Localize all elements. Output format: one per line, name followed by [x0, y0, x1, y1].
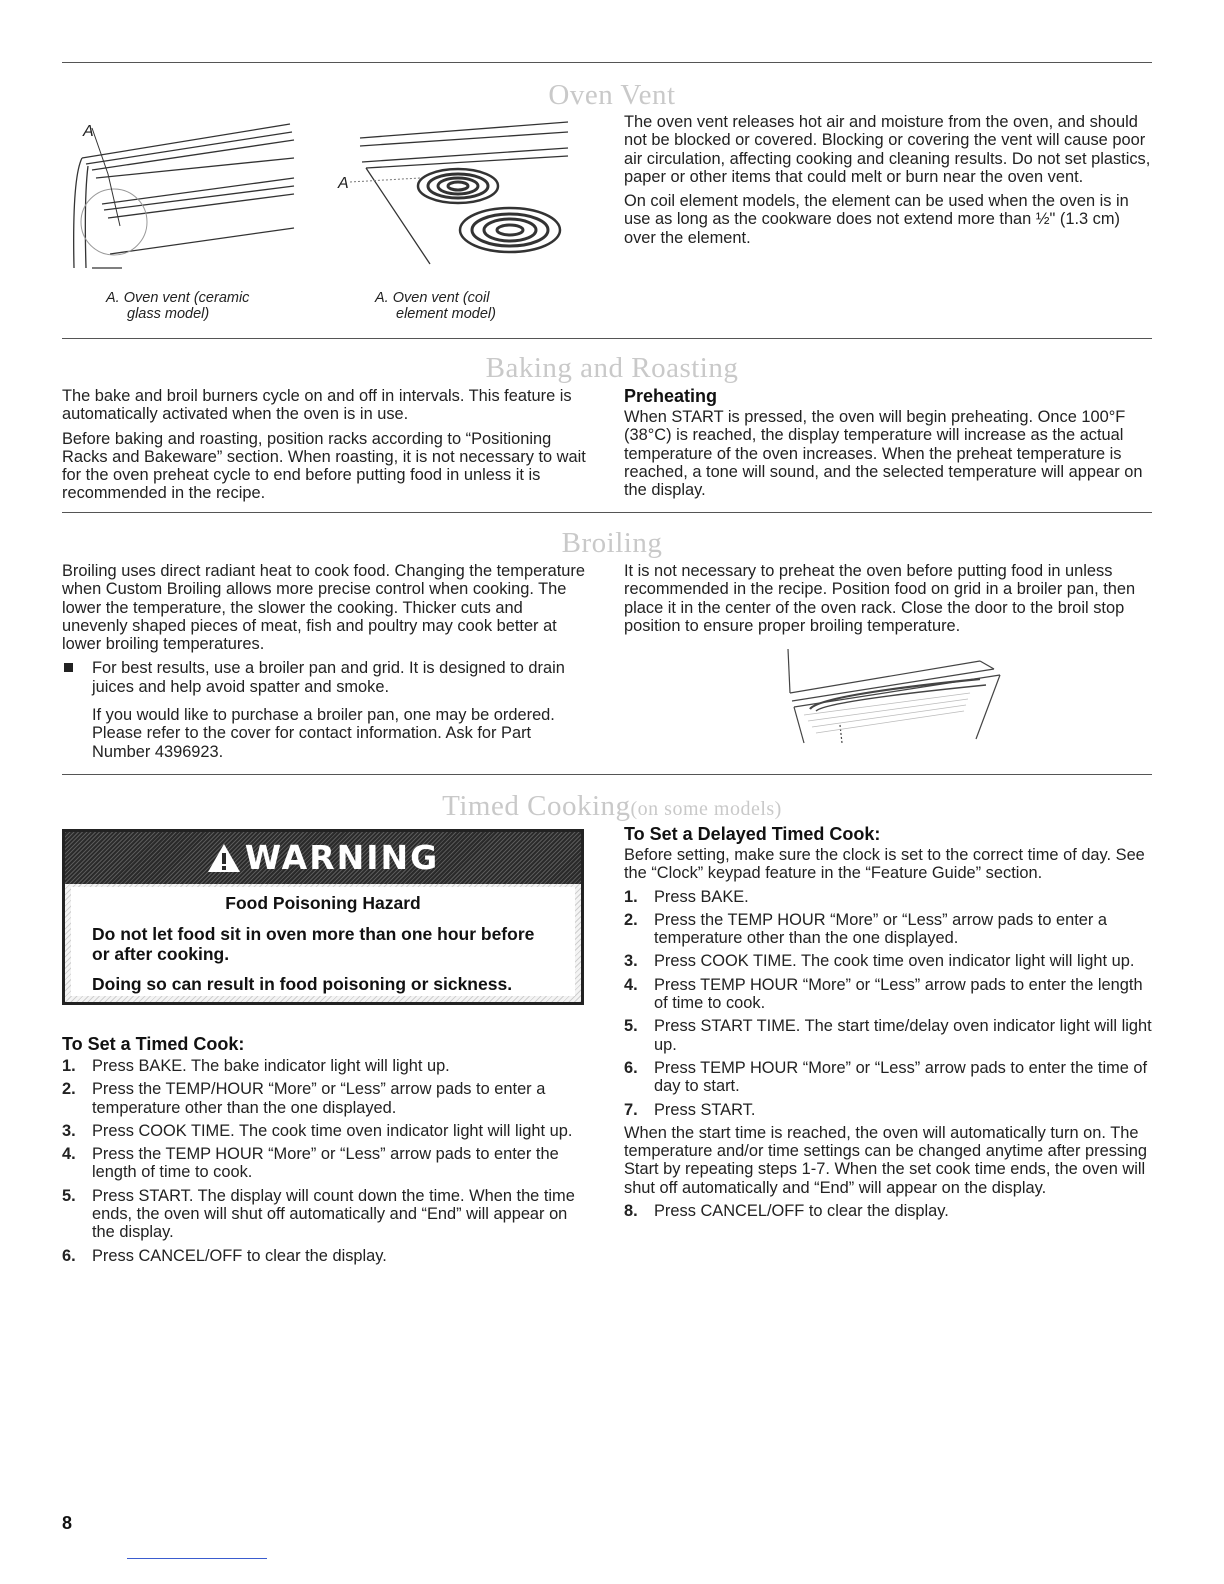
broiling-bullet-followup: If you would like to purchase a broiler pan, one may be ordered. Please refer to the cover for contact information. Ask for Part Number 4396923.	[92, 706, 555, 761]
figure1-caption-line2: glass model)	[127, 306, 210, 322]
step-text: Press START. The display will count down the time. When the time ends, the oven will shut off automatically and “End” will appear on the display.	[92, 1186, 575, 1242]
step-text: Press CANCEL/OFF to clear the display.	[654, 1202, 949, 1221]
step-text: Press BAKE. The bake indicator light will light up.	[92, 1057, 450, 1075]
step-text: Press START.	[654, 1100, 756, 1119]
delayed-cook-steps	[624, 888, 1152, 1119]
list-item	[624, 1202, 1152, 1220]
oven-vent-title: Oven Vent	[548, 79, 676, 111]
preheating-text: When START is pressed, the oven will begin preheating. Once 100°F (38°C) is reached, the display temperature will increase as the actual temperature of the oven increases. When the preheat temperature is reached, a tone will sound, and the selected temperature will appear on the display.	[624, 408, 1143, 500]
warning-word: WARNING	[244, 838, 440, 877]
list-item	[62, 1145, 588, 1182]
broiling-title: Broiling	[561, 527, 663, 559]
timed-cooking-title	[0, 790, 1224, 825]
step-number: 6.	[624, 1058, 638, 1077]
figure1-caption-line1: A. Oven vent (ceramic	[106, 290, 250, 306]
step-text: Press TEMP HOUR “More” or “Less” arrow pads to enter the time of day to start.	[654, 1058, 1148, 1096]
step-text: Press BAKE.	[654, 887, 749, 906]
step-number: 3.	[62, 1121, 76, 1140]
footer-link-underline	[127, 1558, 267, 1559]
timed-cook-steps	[62, 1057, 588, 1265]
coil-vent-illustration	[340, 118, 580, 268]
step-text: Press START TIME. The start time/delay oven indicator light will light up.	[654, 1017, 1152, 1054]
warning-header	[65, 832, 581, 884]
step-number: 2.	[624, 910, 638, 929]
broiling-bullet	[62, 659, 590, 766]
warning-box	[62, 829, 584, 1005]
step-number: 4.	[624, 975, 638, 994]
baking-left-text	[62, 387, 592, 509]
step-number: 6.	[62, 1246, 76, 1265]
bullet-square-icon	[62, 659, 92, 766]
warning-line-1: Do not let food sit in oven more than one hour before or after cooking.	[92, 924, 535, 964]
step-text: Press TEMP HOUR “More” or “Less” arrow pads to enter the length of time to cook.	[654, 975, 1143, 1013]
step-number: 7.	[624, 1100, 638, 1119]
step-number: 2.	[62, 1080, 76, 1099]
step-text: Press the TEMP HOUR “More” or “Less” arrow pads to enter a temperature other than the one displayed.	[654, 910, 1108, 948]
step-text: Press CANCEL/OFF to clear the display.	[92, 1246, 387, 1265]
baking-paragraph-2: Before baking and roasting, position racks according to “Positioning Racks and Bakeware” section. When roasting, it is not necessary to wait for the oven preheat cycle to end before putting food in unless it is recommended in the recipe.	[62, 429, 586, 503]
baking-title: Baking and Roasting	[485, 352, 739, 384]
warning-body	[71, 887, 575, 996]
timed-cooking-title-suffix: (on some models)	[630, 798, 782, 820]
top-rule	[62, 62, 1152, 63]
warning-hazard: Food Poisoning Hazard	[225, 893, 421, 913]
ceramic-vent-illustration	[62, 118, 302, 276]
figure1-caption	[106, 290, 249, 322]
figure1-label: A	[83, 123, 94, 140]
list-item	[62, 1247, 588, 1265]
oven-vent-text	[624, 113, 1152, 253]
timed-cook-block	[62, 1034, 588, 1270]
list-item	[62, 1122, 588, 1140]
broiling-right-text	[624, 562, 1152, 641]
page-number: 8	[62, 1513, 73, 1533]
warning-text	[92, 924, 555, 1004]
oven-vent-paragraph-1: The oven vent releases hot air and moisture from the oven, and should not be blocked or covered. Blocking or covering the vent will cause poor air circulation, affecting cooking and cleaning results. Do not set plastics, paper or other items that could melt or burn near the oven vent.	[624, 113, 1151, 186]
broiling-rule	[62, 512, 1152, 513]
delayed-cook-heading: To Set a Delayed Timed Cook:	[624, 824, 881, 844]
list-item	[62, 1057, 588, 1075]
step-text: Press COOK TIME. The cook time oven indicator light will light up.	[92, 1121, 573, 1140]
oven-vent-paragraph-2: On coil element models, the element can be used when the oven is in use as long as the cookware does not extend more than ½" (1.3 cm) over the element.	[624, 192, 1129, 247]
broiling-left-text	[62, 562, 590, 767]
list-item	[624, 1101, 1152, 1119]
preheating-block	[624, 386, 1152, 505]
figure2-caption	[375, 290, 496, 322]
step-number: 5.	[62, 1186, 76, 1205]
timed-cooking-rule	[62, 774, 1152, 775]
delayed-cook-after: When the start time is reached, the oven will automatically turn on. The temperature and/or time settings can be changed anytime after pressing Start by repeating steps 1-7. When the set cook time ends, the oven will shut off automatically and “End” will appear on the display.	[624, 1123, 1147, 1197]
figure2-caption-line1: A. Oven vent (coil	[375, 290, 490, 306]
delayed-cook-intro: Before setting, make sure the clock is set to the correct time of day. See the “Clock” keypad feature in the “Feature Guide” section.	[624, 846, 1145, 883]
warning-title	[65, 838, 581, 878]
list-item	[624, 911, 1152, 948]
list-item	[624, 976, 1152, 1013]
step-text: Press COOK TIME. The cook time oven indicator light will light up.	[654, 952, 1135, 971]
baking-rule	[62, 338, 1152, 339]
step-number: 3.	[624, 952, 638, 971]
list-item	[62, 1187, 588, 1242]
broiling-bullet-text: For best results, use a broiler pan and grid. It is designed to drain juices and help avoid spatter and smoke.	[92, 659, 565, 696]
step-number: 1.	[62, 1057, 76, 1075]
figure2-label: A	[338, 175, 349, 192]
step-number: 4.	[62, 1145, 76, 1164]
step-number: 1.	[624, 887, 638, 906]
warning-line-2: Doing so can result in food poisoning or sickness.	[92, 974, 513, 994]
preheating-heading: Preheating	[624, 386, 718, 406]
delayed-cook-block	[624, 824, 1152, 1225]
timed-cooking-title-text: Timed Cooking	[442, 790, 631, 822]
step-text: Press the TEMP/HOUR “More” or “Less” arrow pads to enter a temperature other than the one displayed.	[92, 1080, 546, 1117]
broiling-right-paragraph: It is not necessary to preheat the oven before putting food in unless recommended in the recipe. Position food on grid in a broiler pan, then place it in the center of the oven rack. Close the door to the broil stop position to ensure proper broiling temperature.	[624, 562, 1136, 635]
list-item	[624, 888, 1152, 906]
list-item	[624, 1017, 1152, 1054]
broiling-paragraph: Broiling uses direct radiant heat to cook food. Changing the temperature when Custom Broiling allows more precise control when cooking. The lower the temperature, the slower the cooking. Thicker cuts and unevenly shaped pieces of meat, fish and poultry may cook better at lower broiling temperatures.	[62, 562, 585, 654]
list-item	[624, 952, 1152, 970]
list-item	[624, 1059, 1152, 1096]
timed-cook-heading: To Set a Timed Cook:	[62, 1034, 245, 1054]
figure2-caption-line2: element model)	[396, 306, 496, 322]
warning-triangle-icon	[207, 842, 241, 874]
step-text: Press the TEMP HOUR “More” or “Less” arrow pads to enter the length of time to cook.	[92, 1145, 559, 1182]
list-item	[62, 1080, 588, 1117]
baking-paragraph-1: The bake and broil burners cycle on and off in intervals. This feature is automatically activated when the oven is in use.	[62, 387, 572, 424]
step-number: 5.	[624, 1017, 638, 1036]
step-number: 8.	[624, 1202, 638, 1221]
delayed-cook-final-step	[624, 1202, 1152, 1220]
broil-door-illustration	[780, 645, 1010, 745]
